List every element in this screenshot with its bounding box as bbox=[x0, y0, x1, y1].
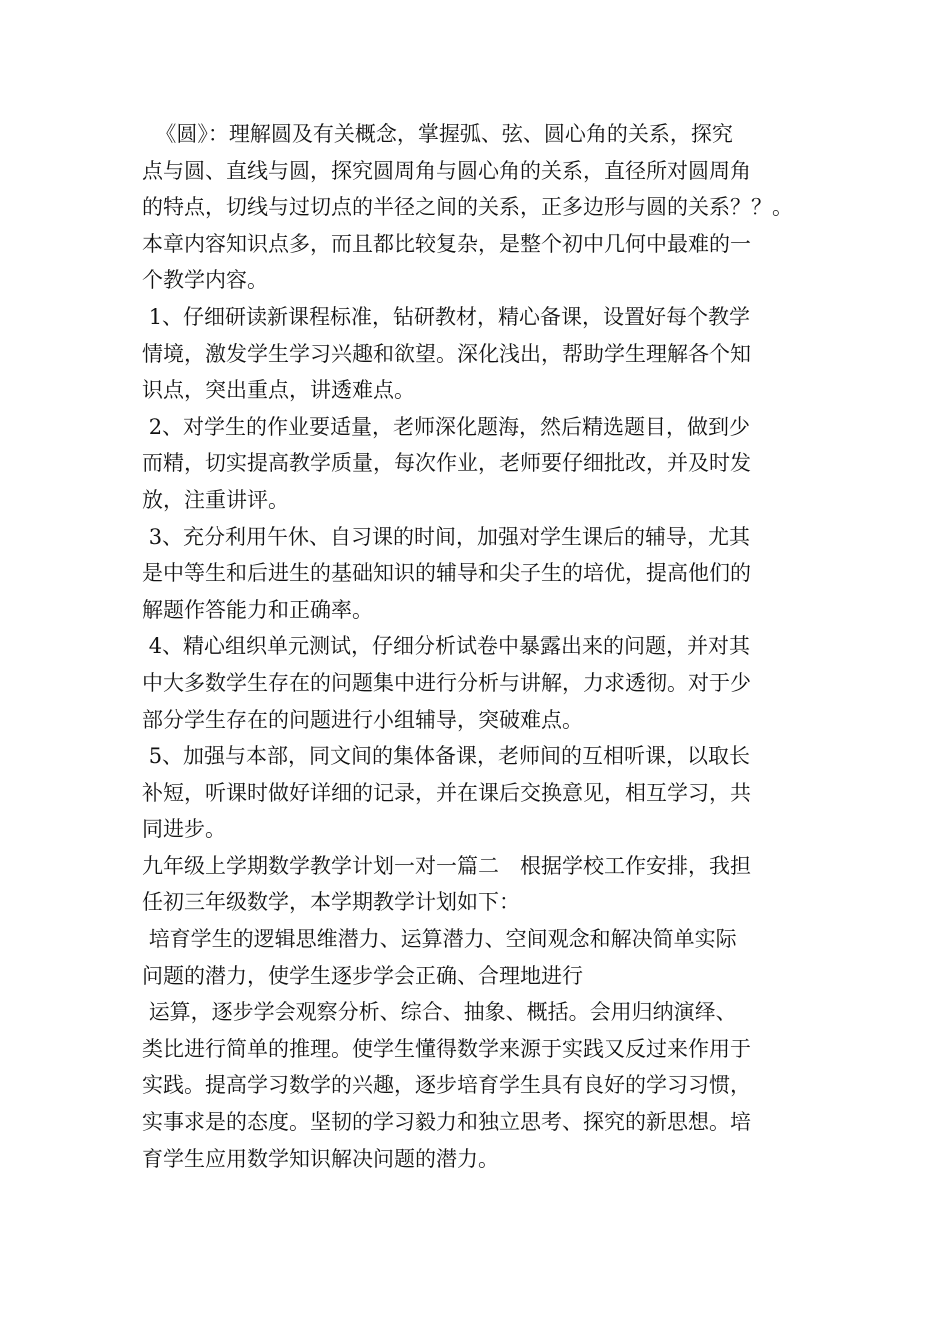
paragraph-goals-continued: 运算，逐步学会观察分析、综合、抽象、概括。会用归纳演绎、 类比进行简单的推理。使学生懂得数学来源于实践又反过来作用于 实践。提高学习数学的兴趣，逐步培育学生具有良好的学习习惯， 实事求是的态度。坚韧的学习毅力和独立思考、探究的新思想。培 育学生应用数学知识解决问题的潜力。 bbox=[142, 1000, 751, 1171]
paragraph-goals-intro: 培育学生的逻辑思维潜力、运算潜力、空间观念和解决简单实际 问题的潜力，使学生逐步学会正确、合理地进行 bbox=[142, 927, 737, 988]
paragraph-section-two-heading: 九年级上学期数学教学计划一对一篇二 根据学校工作安排，我担 任初三年级数学，本学期教学计划如下： bbox=[142, 853, 751, 915]
paragraph-item-3: 3、充分利用午休、自习课的时间，加强对学生课后的辅导，尤其 是中等生和后进生的基础知识的辅导和尖子生的培优，提高他们的 解题作答能力和正确率。 bbox=[142, 524, 751, 622]
paragraph-item-5: 5、加强与本部，同文间的集体备课，老师间的互相听课，以取长 补短，听课时做好详细的记录，并在课后交换意见，相互学习，共 同进步。 bbox=[142, 744, 751, 842]
paragraph-item-1: 1、仔细研读新课程标准，钻研教材，精心备课，设置好每个教学 情境，激发学生学习兴趣和欲望。深化浅出，帮助学生理解各个知 识点，突出重点，讲透难点。 bbox=[142, 304, 751, 403]
paragraph-item-4: 4、精心组织单元测试，仔细分析试卷中暴露出来的问题，并对其 中大多数学生存在的问题集中进行分析与讲解，力求透彻。对于少 部分学生存在的问题进行小组辅导，突破难点。 bbox=[142, 634, 751, 732]
paragraph-circle-chapter: 《圆》：理解圆及有关概念，掌握弧、弦、圆心角的关系，探究 点与圆、直线与圆，探究圆周角与圆心角的关系，直径所对圆周角 的特点，切线与过切点的半径之间的关系，正多边形与圆的关系？？。 本章内容知识点多，而且都比较复杂，是整个初中几何中最难的一 个教学内容。 bbox=[142, 122, 793, 293]
document-body bbox=[142, 116, 822, 1177]
paragraph-item-2: 2、对学生的作业要适量，老师深化题海，然后精选题目，做到少 而精，切实提高教学质量，每次作业，老师要仔细批改，并及时发 放，注重讲评。 bbox=[142, 414, 751, 512]
